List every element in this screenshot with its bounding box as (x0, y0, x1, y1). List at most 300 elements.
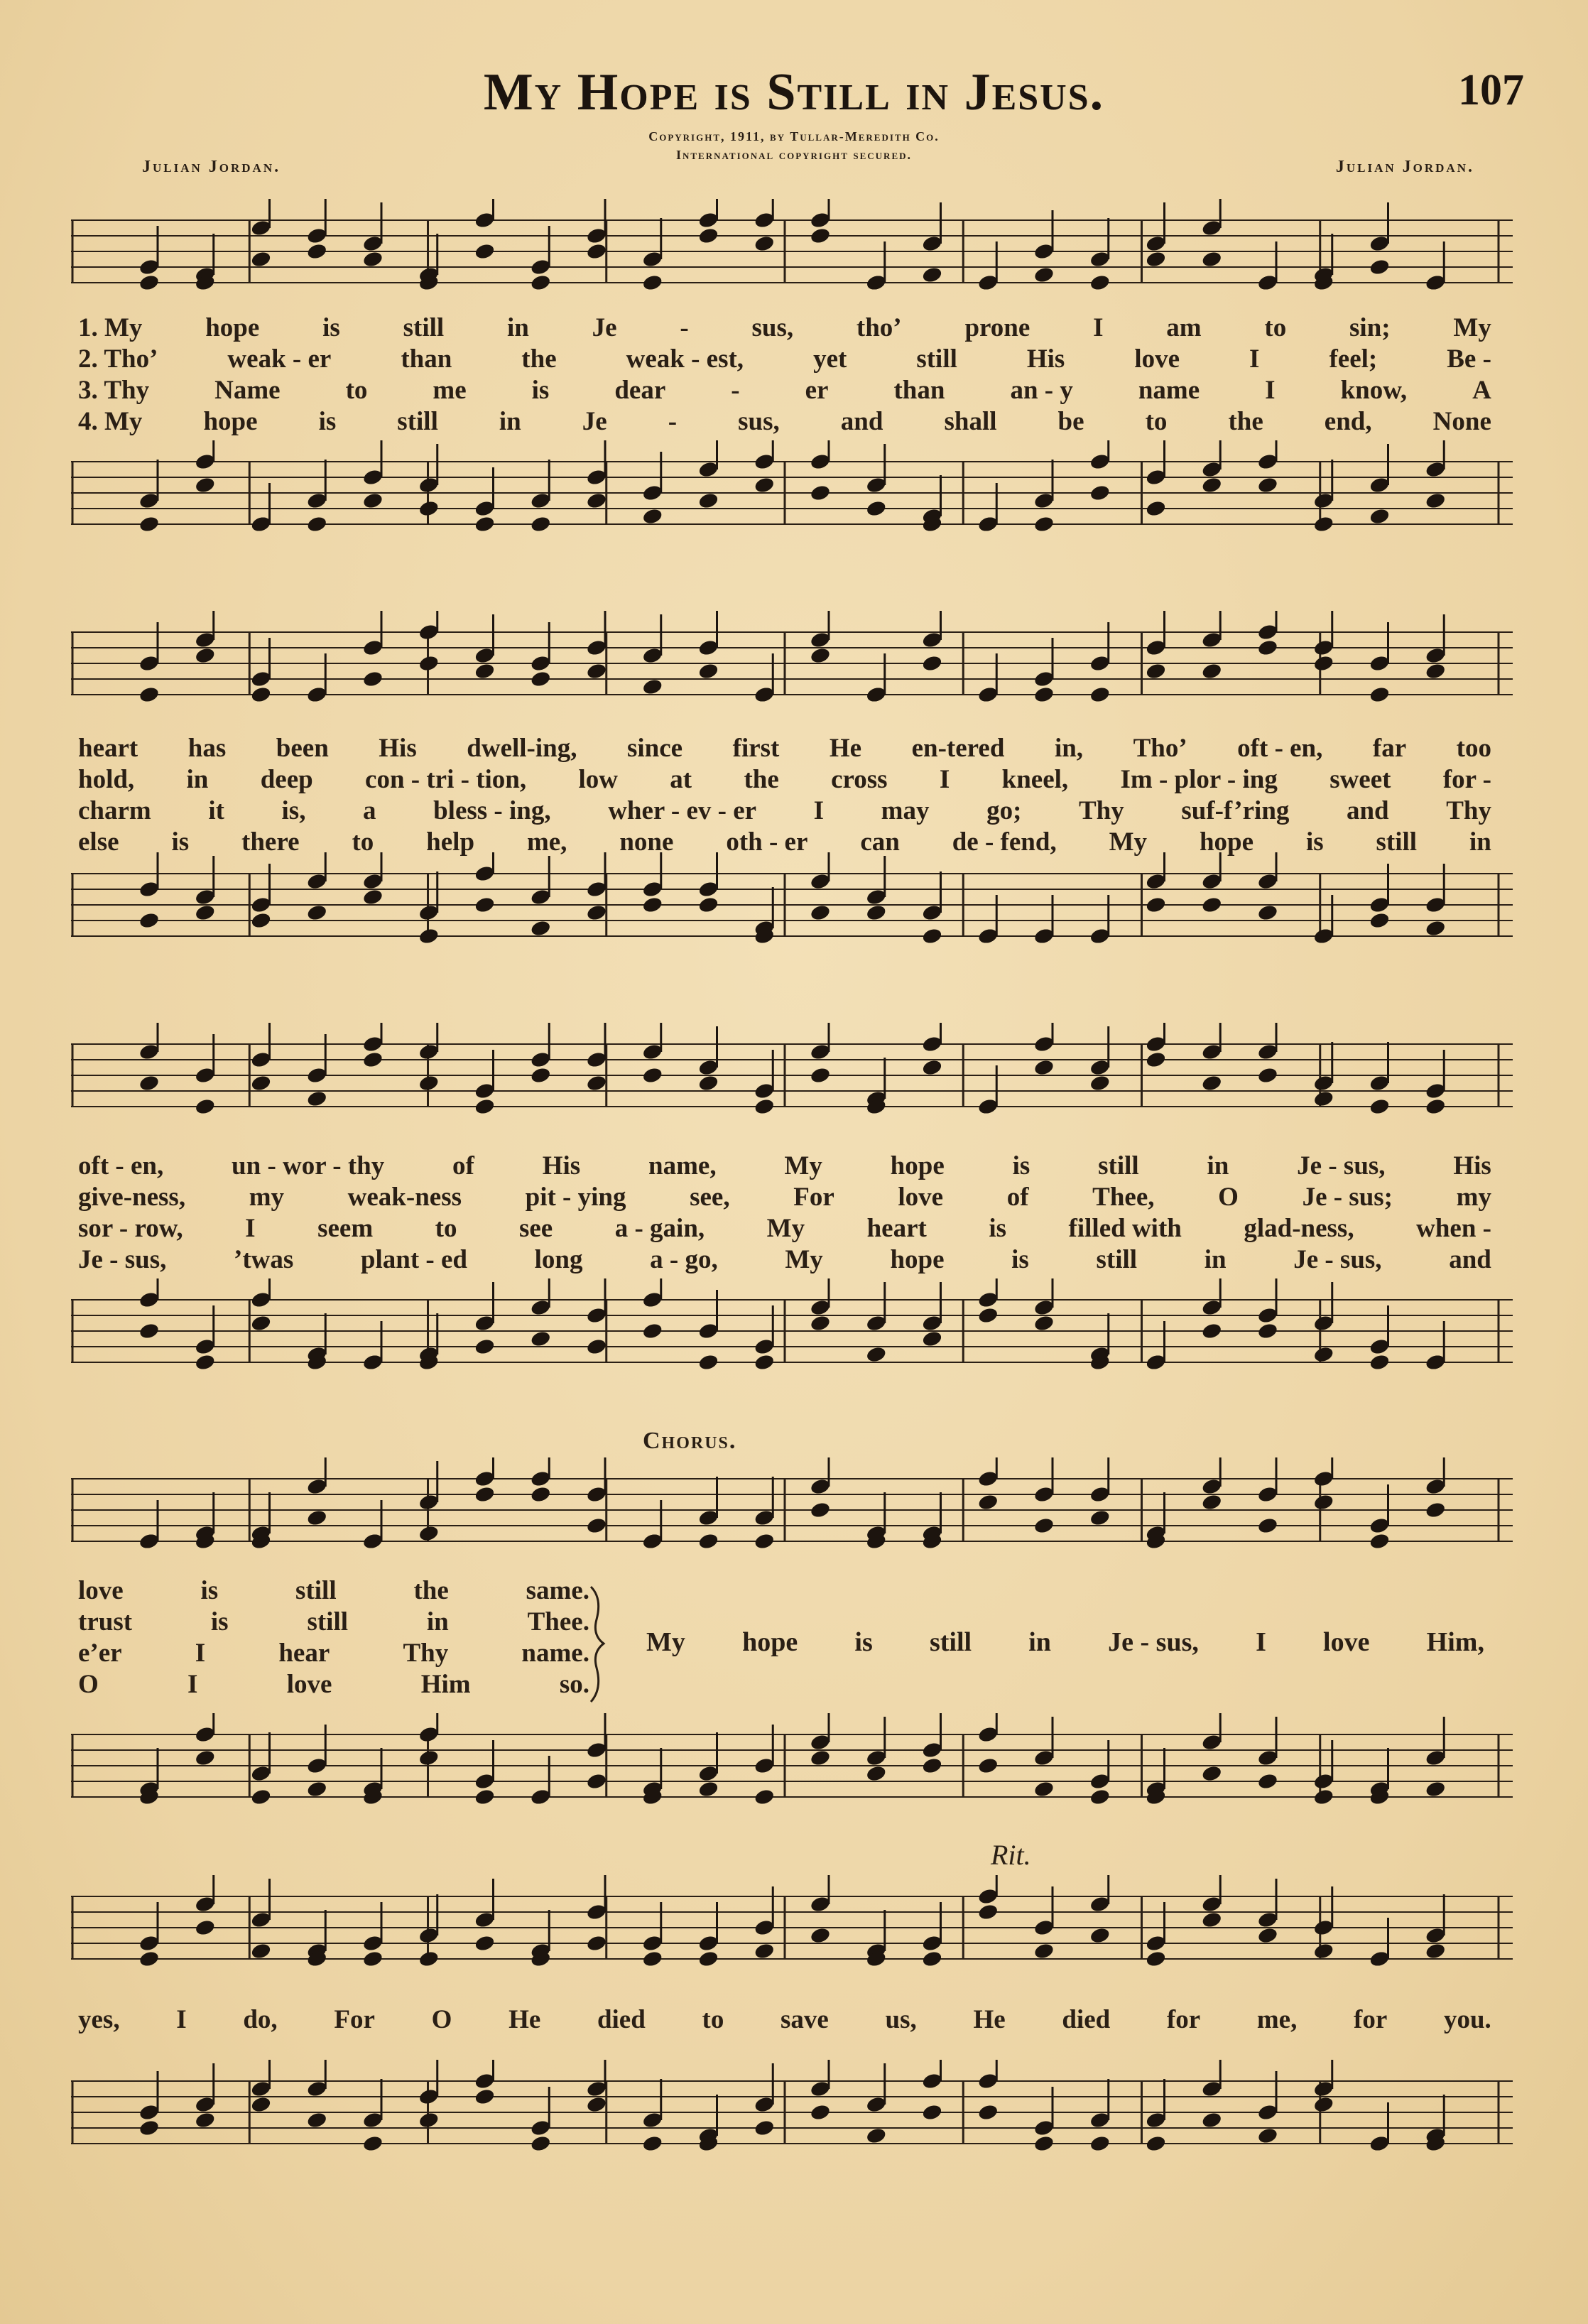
lyric-syllable: prone (964, 313, 1030, 342)
note-head (754, 234, 776, 253)
lyric-syllable: 4. My (78, 407, 143, 436)
lyric-syllable: hope (890, 1245, 945, 1274)
lyric-syllable: my (1456, 1183, 1491, 1212)
lyric-syllable: Je - sus, (1108, 1627, 1199, 1657)
lyric-syllable: to (702, 2005, 724, 2034)
lyric-syllable: seem (317, 1214, 374, 1243)
note-head (138, 515, 161, 533)
bass-staff (71, 1713, 1513, 1827)
lyric-syllable: en-tered (911, 734, 1005, 763)
bass-staff-lines (71, 2060, 1513, 2173)
note-head (1145, 896, 1167, 914)
verse-line (78, 1213, 1491, 1244)
lyric-syllable: hope (205, 313, 260, 342)
lyric-syllable: Je - sus, (1297, 1151, 1386, 1180)
lyric-syllable: in (1028, 1627, 1051, 1657)
note-head (1425, 492, 1447, 510)
lyric-syllable: ’twas (234, 1245, 294, 1274)
note-head (586, 1934, 608, 1953)
note-head (1033, 515, 1055, 533)
note-head (1033, 266, 1055, 284)
lyric-syllable: hope (1199, 827, 1254, 857)
note-head (362, 2134, 384, 2153)
lyric-syllable: He (509, 2005, 541, 2034)
lyric-syllable: see (518, 1214, 553, 1243)
lyric-syllable: still (397, 407, 438, 436)
lyric-syllable: He (829, 734, 862, 763)
verse-line (78, 1669, 589, 1700)
lyric-syllable: still (1096, 1245, 1138, 1274)
lyric-syllable: love (1134, 344, 1180, 374)
lyric-syllable: is, (281, 796, 306, 825)
note-head (810, 1314, 832, 1332)
note-head (474, 1097, 496, 1116)
treble-staff-lines (71, 1457, 1513, 1571)
lyric-syllable: deep (260, 765, 313, 794)
note-head (1257, 1516, 1279, 1535)
note-head (865, 1764, 887, 1783)
note-head (641, 1950, 663, 1968)
note-head (1033, 1314, 1055, 1332)
note-head (810, 903, 832, 922)
verse-line (78, 344, 1491, 375)
lyric-syllable: - (668, 407, 678, 436)
lyric-syllable: glad-ness, (1244, 1214, 1354, 1243)
lyric-syllable: to (1264, 313, 1287, 342)
note-head (810, 1926, 832, 1945)
note-head (1201, 250, 1223, 268)
note-head (810, 2103, 832, 2122)
lyric-syllable: do, (243, 2005, 278, 2034)
note-head (586, 1074, 608, 1092)
verse-line (78, 406, 1491, 438)
lyric-syllable: of (452, 1151, 474, 1180)
lyric-syllable: O (431, 2005, 452, 2034)
note-head (1312, 515, 1334, 533)
lyric-syllable: is (322, 313, 340, 342)
lyric-syllable: Je - sus, (78, 1245, 167, 1274)
note-head (754, 1532, 776, 1551)
lyric-syllable: 1. My (78, 313, 143, 342)
note-head (1089, 484, 1111, 502)
note-head (921, 927, 943, 945)
lyric-syllable: I (939, 765, 950, 794)
lyric-syllable: yes, (78, 2005, 120, 2034)
note-head (641, 507, 663, 526)
note-head (1425, 919, 1447, 938)
note-head (586, 492, 608, 510)
note-head (865, 1345, 887, 1364)
note-head (697, 1353, 719, 1372)
note-head (362, 1950, 384, 1968)
lyric-syllable: love (1323, 1627, 1370, 1657)
lyric-syllable: help (426, 827, 475, 857)
lyric-syllable: His (379, 734, 417, 763)
music-composer: Julian Jordan. (1335, 158, 1474, 176)
note-head (810, 1501, 832, 1519)
verse-line (78, 1575, 589, 1607)
lyric-syllable: shall (944, 407, 997, 436)
treble-staff-lines (71, 611, 1513, 724)
lyric-syllable: can (860, 827, 900, 857)
note-head (474, 2087, 496, 2106)
note-head (754, 2119, 776, 2137)
lyric-syllable: Tho’ (1133, 734, 1187, 763)
lyric-syllable: end, (1324, 407, 1372, 436)
note-head (418, 1950, 440, 1968)
lyric-syllable: kneel, (1001, 765, 1069, 794)
lyric-syllable: for (1166, 2005, 1201, 2034)
lyric-syllable: hope (742, 1627, 798, 1657)
note-head (306, 1090, 328, 1108)
lyric-syllable: is (989, 1214, 1007, 1243)
treble-staff (71, 1875, 1513, 1989)
note-head (810, 1066, 832, 1085)
note-head (362, 492, 384, 510)
bass-staff (71, 440, 1513, 554)
note-head (1033, 1058, 1055, 1077)
note-head (1257, 476, 1279, 494)
lyric-syllable: tho’ (856, 313, 902, 342)
lyric-syllable: in (426, 1607, 449, 1636)
lyric-syllable: a - go, (650, 1245, 718, 1274)
note-head (1089, 2134, 1111, 2153)
lyric-syllable: un - wor - thy (232, 1151, 385, 1180)
lyric-syllable: know, (1340, 376, 1408, 405)
lyric-syllable: hold, (78, 765, 135, 794)
note-head (1369, 1532, 1391, 1551)
bass-staff (71, 2060, 1513, 2173)
note-head (194, 1097, 216, 1116)
lyric-syllable: go; (986, 796, 1022, 825)
note-head (1089, 685, 1111, 704)
note-head (194, 1918, 216, 1937)
note-head (138, 2119, 161, 2137)
lyric-syllable: hear (278, 1639, 330, 1668)
note-head (530, 1066, 552, 1085)
lyric-syllable: wher - ev - er (608, 796, 757, 825)
note-head (1257, 1926, 1279, 1945)
bass-staff-lines (71, 440, 1513, 554)
lyric-syllable: I (245, 1214, 256, 1243)
lyric-syllable: in, (1054, 734, 1084, 763)
lyric-syllable: me, (526, 827, 567, 857)
note-head (1425, 1942, 1447, 1960)
bass-staff-lines (71, 852, 1513, 966)
note-head (921, 1950, 943, 1968)
note-head (1312, 654, 1334, 673)
verse-line (78, 2004, 1491, 2036)
lyric-syllable: For (334, 2005, 375, 2034)
lyric-syllable: I (1265, 376, 1276, 405)
lyric-syllable: is (531, 376, 550, 405)
note-head (1312, 1788, 1334, 1806)
lyric-syllable: still (403, 313, 445, 342)
words-author: Julian Jordan. (142, 158, 281, 176)
note-head (474, 1934, 496, 1953)
system-1-lyrics (78, 313, 1491, 438)
lyric-syllable: trust (78, 1607, 133, 1636)
lyric-syllable: His (1026, 344, 1065, 374)
lyric-syllable: I (176, 2005, 187, 2034)
note-head (306, 515, 328, 533)
lyric-syllable: dear (614, 376, 666, 405)
lyric-syllable: 3. Thy (78, 376, 150, 405)
lyric-syllable: My (784, 1151, 822, 1180)
lyric-syllable: the (744, 765, 779, 794)
verse-line (78, 1182, 1491, 1213)
note-head (1425, 1097, 1447, 1116)
note-head (1033, 1780, 1055, 1798)
lyric-syllable: died (597, 2005, 646, 2034)
note-head (306, 1509, 328, 1527)
note-head (1312, 1345, 1334, 1364)
note-head (474, 515, 496, 533)
lyric-syllable: still (1098, 1151, 1139, 1180)
note-head (1369, 685, 1391, 704)
lyric-syllable: heart (78, 734, 138, 763)
note-head (921, 266, 943, 284)
lyric-syllable: Thy (403, 1639, 449, 1668)
verse-line (78, 1244, 1491, 1276)
lyric-syllable: still (1376, 827, 1418, 857)
note-head (586, 1772, 608, 1791)
lyric-syllable: in (506, 313, 529, 342)
treble-staff (71, 199, 1513, 313)
system-2-lyrics (78, 733, 1491, 858)
note-head (1201, 896, 1223, 914)
lyric-syllable: than (401, 344, 452, 374)
note-head (1312, 1090, 1334, 1108)
note-head (530, 670, 552, 688)
lyric-syllable: My (1109, 827, 1148, 857)
lyric-syllable: Thee, (1092, 1183, 1155, 1212)
note-head (1201, 662, 1223, 680)
lyric-syllable: my (249, 1183, 285, 1212)
note-head (1312, 2095, 1334, 2114)
note-head (921, 1058, 943, 1077)
note-head (250, 250, 272, 268)
note-head (194, 646, 216, 665)
lyric-syllable: and (1449, 1245, 1491, 1274)
lyric-syllable: else (78, 827, 119, 857)
note-head (697, 492, 719, 510)
lyric-syllable: oft - en, (1237, 734, 1323, 763)
note-head (641, 678, 663, 696)
note-head (1145, 662, 1167, 680)
note-head (306, 903, 328, 922)
note-head (1089, 1509, 1111, 1527)
note-head (474, 1788, 496, 1806)
note-head (1033, 1942, 1055, 1960)
lyric-syllable: in (1204, 1245, 1227, 1274)
note-head (474, 1485, 496, 1504)
treble-staff (71, 1023, 1513, 1136)
lyric-syllable: still (916, 344, 957, 374)
lyric-syllable: hope (203, 407, 258, 436)
lyric-syllable: a (363, 796, 376, 825)
lyric-syllable: love (286, 1670, 332, 1699)
lyric-syllable: is (1012, 1151, 1030, 1180)
note-head (1201, 1493, 1223, 1511)
note-head (530, 919, 552, 938)
verse-line (78, 1638, 589, 1669)
note-head (418, 927, 440, 945)
lyric-syllable: I (1249, 344, 1260, 374)
lyric-syllable: to (345, 376, 368, 405)
lyric-syllable: - (680, 313, 689, 342)
note-head (586, 1337, 608, 1356)
note-head (1145, 1950, 1167, 1968)
page-title: My Hope is Still in Jesus. (483, 63, 1105, 121)
lyric-syllable: weak - est, (626, 344, 744, 374)
note-head (1312, 1942, 1334, 1960)
note-head (1145, 1050, 1167, 1069)
lyric-syllable: de - fend, (952, 827, 1057, 857)
lyric-syllable: Him, (1426, 1627, 1484, 1657)
lyric-syllable: is (171, 827, 190, 857)
lyric-syllable: heart (866, 1214, 927, 1243)
ritardando-mark: Rit. (991, 1839, 1031, 1871)
note-head (1369, 1097, 1391, 1116)
note-head (1369, 507, 1391, 526)
note-head (1033, 1516, 1055, 1535)
note-head (865, 499, 887, 518)
note-head (194, 1749, 216, 1767)
chorus-lyrics (646, 1627, 1484, 1658)
note-head (250, 2095, 272, 2114)
note-head (138, 273, 161, 292)
note-head (1369, 1353, 1391, 1372)
bass-staff (71, 852, 1513, 966)
lyric-syllable: low (578, 765, 618, 794)
lyric-syllable: so. (559, 1670, 589, 1699)
note-head (586, 1516, 608, 1535)
verse-brace (587, 1584, 608, 1705)
lyric-syllable: too (1456, 734, 1491, 763)
note-head (530, 2134, 552, 2153)
system-4-verse-endings (78, 1575, 589, 1700)
lyric-syllable: to (435, 1214, 457, 1243)
lyric-syllable: I (813, 796, 825, 825)
note-head (194, 903, 216, 922)
lyric-syllable: Je - sus, (1293, 1245, 1382, 1274)
bass-staff-lines (71, 1278, 1513, 1392)
lyric-syllable: an - y (1010, 376, 1073, 405)
lyric-syllable: in (1469, 827, 1491, 857)
note-head (250, 1942, 272, 1960)
lyric-syllable: still (295, 1576, 337, 1605)
lyric-syllable: may (881, 796, 930, 825)
lyric-syllable: the (413, 1576, 449, 1605)
note-head (418, 1749, 440, 1767)
note-head (1425, 1501, 1447, 1519)
note-head (138, 1950, 161, 1968)
treble-staff-lines (71, 1023, 1513, 1136)
lyric-syllable: I (1093, 313, 1104, 342)
lyric-syllable: Je - sus; (1302, 1183, 1393, 1212)
note-head (697, 662, 719, 680)
lyric-syllable: My (1453, 313, 1491, 342)
lyric-syllable: feel; (1329, 344, 1378, 374)
lyric-syllable: I (195, 1639, 206, 1668)
lyric-syllable: has (187, 734, 227, 763)
note-head (418, 2111, 440, 2129)
lyric-syllable: first (732, 734, 780, 763)
lyric-syllable: when - (1416, 1214, 1491, 1243)
note-head (250, 1314, 272, 1332)
note-head (474, 242, 496, 261)
note-head (1312, 1493, 1334, 1511)
lyric-syllable: Be - (1447, 344, 1491, 374)
note-head (474, 1337, 496, 1356)
lyric-syllable: and (1346, 796, 1389, 825)
lyric-syllable: same. (526, 1576, 589, 1605)
lyric-syllable: love (898, 1183, 944, 1212)
note-head (1089, 273, 1111, 292)
lyric-syllable: Him (420, 1670, 471, 1699)
lyric-syllable: charm (78, 796, 151, 825)
note-head (530, 1485, 552, 1504)
verse-line (78, 1607, 589, 1638)
note-head (1257, 1322, 1279, 1340)
verse-line (78, 733, 1491, 764)
note-head (865, 903, 887, 922)
verse-line (78, 1151, 1491, 1182)
note-head (697, 1950, 719, 1968)
lyric-syllable: sus, (751, 313, 794, 342)
lyric-syllable: I (1256, 1627, 1266, 1657)
note-head (754, 476, 776, 494)
lyric-syllable: - (731, 376, 740, 405)
copyright-line: Copyright, 1911, by Tullar-Meredith Co. (648, 129, 940, 143)
lyric-syllable: sus, (738, 407, 780, 436)
note-head (1201, 1911, 1223, 1929)
note-head (977, 2103, 999, 2122)
note-head (1257, 1066, 1279, 1085)
note-head (418, 654, 440, 673)
treble-staff (71, 611, 1513, 724)
note-head (754, 1353, 776, 1372)
note-head (1033, 685, 1055, 704)
note-head (1145, 2134, 1167, 2153)
lyric-syllable: a - gain, (614, 1214, 705, 1243)
note-head (1425, 662, 1447, 680)
lyric-syllable: give-ness, (78, 1183, 186, 1212)
lyric-syllable: than (893, 376, 945, 405)
lyric-syllable: His (1453, 1151, 1491, 1180)
note-head (697, 1074, 719, 1092)
note-head (306, 2111, 328, 2129)
note-head (1201, 1764, 1223, 1783)
note-head (754, 1097, 776, 1116)
lyric-syllable: None (1432, 407, 1491, 436)
note-head (1089, 1788, 1111, 1806)
note-head (194, 476, 216, 494)
lyric-syllable: O (78, 1670, 99, 1699)
lyric-syllable: My (785, 1245, 823, 1274)
lyric-syllable: the (521, 344, 557, 374)
lyric-syllable: suf-f’ring (1181, 796, 1290, 825)
lyric-syllable: love (78, 1576, 124, 1605)
lyric-syllable: us, (885, 2005, 917, 2034)
note-head (586, 242, 608, 261)
note-head (977, 1903, 999, 1921)
note-head (977, 1756, 999, 1775)
note-head (250, 1074, 272, 1092)
lyric-syllable: sor - row, (78, 1214, 183, 1243)
lyric-syllable: weak - er (227, 344, 332, 374)
